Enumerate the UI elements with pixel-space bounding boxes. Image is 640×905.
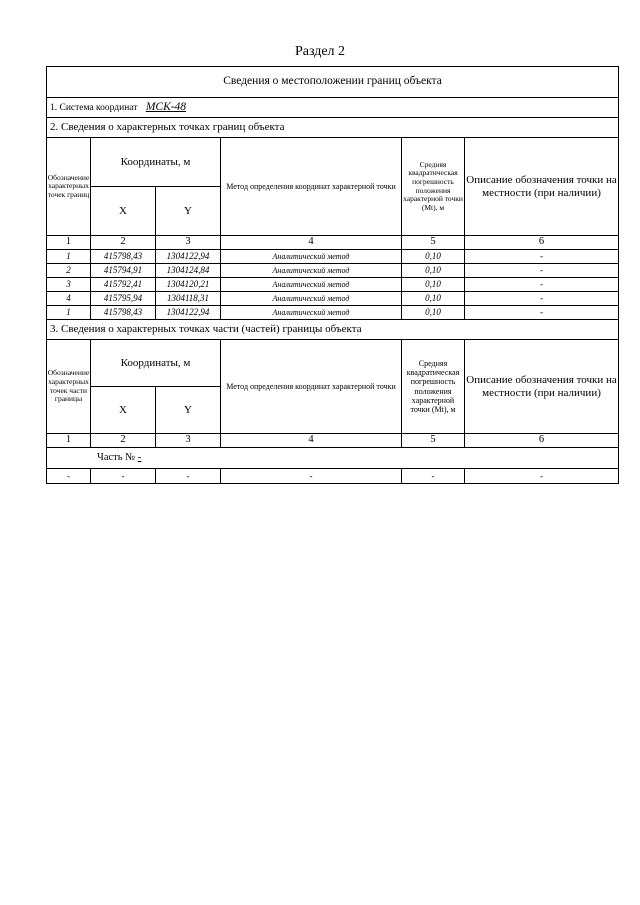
y-cell: 1304120,21 — [156, 278, 221, 292]
empty-cell: - — [465, 469, 619, 484]
column-number: 4 — [221, 434, 402, 448]
block2-col-desc: Описание обозначения точки на местности (при наличии) — [465, 340, 619, 434]
empty-cell: - — [221, 469, 402, 484]
y-cell: 1304118,31 — [156, 292, 221, 306]
block2-col-y: Y — [156, 387, 221, 434]
column-number: 2 — [91, 236, 156, 250]
x-cell: 415798,43 — [91, 306, 156, 320]
error-cell: 0,10 — [402, 306, 465, 320]
x-cell: 415794,91 — [91, 264, 156, 278]
method-cell: Аналитический метод — [221, 292, 402, 306]
column-number: 5 — [402, 236, 465, 250]
error-cell: 0,10 — [402, 264, 465, 278]
column-number: 6 — [465, 434, 619, 448]
column-number: 1 — [47, 236, 91, 250]
block1-col-y: Y — [156, 187, 221, 236]
method-cell: Аналитический метод — [221, 306, 402, 320]
point-cell: 4 — [47, 292, 91, 306]
desc-cell: - — [465, 278, 619, 292]
block2-col-designation: Обозначение характерных точек части границы — [47, 340, 91, 434]
main-header: Сведения о местоположении границ объекта — [47, 67, 619, 98]
part-value: - — [137, 451, 142, 463]
desc-cell: - — [465, 250, 619, 264]
desc-cell: - — [465, 264, 619, 278]
block1-col-desc: Описание обозначения точки на местности (при наличии) — [465, 138, 619, 236]
error-cell: 0,10 — [402, 292, 465, 306]
x-cell: 415795,94 — [91, 292, 156, 306]
block1-col-error: Средняя квадратическая погрешность положения характерной точки (Mt), м — [402, 138, 465, 236]
part-row — [47, 448, 619, 469]
coord-system-label: 1. Система координат — [50, 102, 138, 113]
point-cell: 3 — [47, 278, 91, 292]
document-frame — [46, 66, 618, 484]
column-number: 6 — [465, 236, 619, 250]
coord-system-row — [47, 98, 619, 118]
method-cell: Аналитический метод — [221, 264, 402, 278]
empty-cell: - — [47, 469, 91, 484]
block2-col-method: Метод определения координат характерной точки — [221, 340, 402, 434]
y-cell: 1304122,94 — [156, 306, 221, 320]
block1-col-method: Метод определения координат характерной точки — [221, 138, 402, 236]
x-cell: 415798,43 — [91, 250, 156, 264]
block2-column-numbers — [47, 434, 619, 448]
error-cell: 0,10 — [402, 278, 465, 292]
block1-column-numbers — [47, 236, 619, 250]
block1-col-designation: Обозначение характерных точек границ — [47, 138, 91, 236]
method-cell: Аналитический метод — [221, 250, 402, 264]
table-row — [47, 278, 619, 292]
error-cell: 0,10 — [402, 250, 465, 264]
block2-col-error: Средняя квадратическая погрешность положения характерной точки (Mt), м — [402, 340, 465, 434]
block2-col-x: X — [91, 387, 156, 434]
point-cell: 1 — [47, 306, 91, 320]
column-number: 4 — [221, 236, 402, 250]
method-cell: Аналитический метод — [221, 278, 402, 292]
block1-title: 2. Сведения о характерных точках границ объекта — [47, 118, 619, 138]
table-row — [47, 306, 619, 320]
column-number: 1 — [47, 434, 91, 448]
point-cell: 1 — [47, 250, 91, 264]
table-row — [47, 250, 619, 264]
empty-cell: - — [156, 469, 221, 484]
column-number: 3 — [156, 434, 221, 448]
table-row — [47, 469, 619, 484]
y-cell: 1304122,94 — [156, 250, 221, 264]
part-label: Часть № — [97, 451, 136, 463]
block2-col-coords: Координаты, м — [91, 340, 221, 387]
column-number: 5 — [402, 434, 465, 448]
point-cell: 2 — [47, 264, 91, 278]
column-number: 2 — [91, 434, 156, 448]
coord-system-value: МСК-48 — [145, 100, 187, 113]
column-number: 3 — [156, 236, 221, 250]
section-title: Раздел 2 — [294, 44, 346, 59]
desc-cell: - — [465, 306, 619, 320]
block2-title: 3. Сведения о характерных точках части (частей) границы объекта — [47, 320, 619, 340]
empty-cell: - — [91, 469, 156, 484]
boundary-table — [46, 66, 619, 484]
y-cell: 1304124,84 — [156, 264, 221, 278]
table-row — [47, 292, 619, 306]
x-cell: 415792,41 — [91, 278, 156, 292]
table-row — [47, 264, 619, 278]
block1-col-x: X — [91, 187, 156, 236]
desc-cell: - — [465, 292, 619, 306]
block1-col-coords: Координаты, м — [91, 138, 221, 187]
empty-cell: - — [402, 469, 465, 484]
